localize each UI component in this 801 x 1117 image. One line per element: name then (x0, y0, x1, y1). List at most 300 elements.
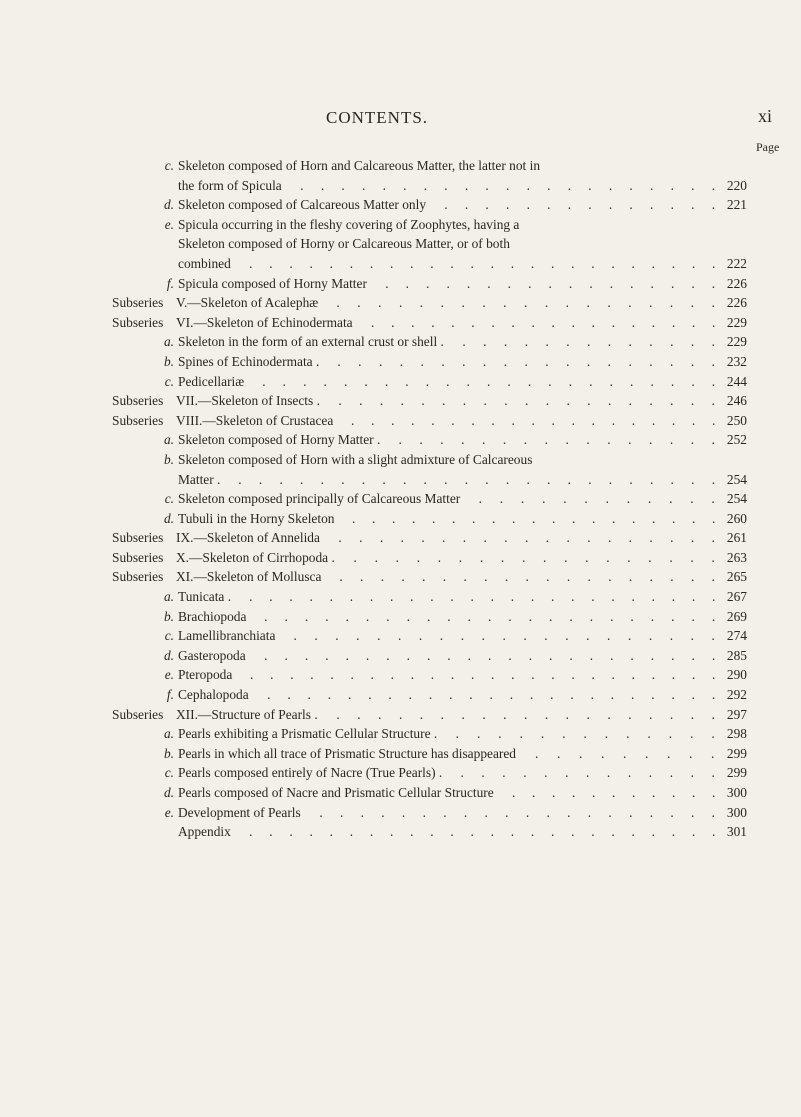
entry-text: IX.—Skeleton of Annelida (176, 530, 320, 546)
leader-dot: . (352, 510, 356, 526)
leader-dot: . (289, 824, 293, 840)
leader-dot: . (446, 373, 450, 389)
leader-dot: . (349, 255, 354, 271)
subseries-label: Subseries (112, 314, 164, 330)
item-letter: c. (164, 628, 174, 644)
toc-entry (0, 744, 801, 764)
leader-dot: . (670, 197, 674, 213)
leader-dot: . (449, 687, 453, 703)
leader-dot: . (378, 706, 382, 722)
page-number: 292 (726, 687, 747, 703)
leader-dot: . (319, 804, 323, 820)
leader-dot: . (525, 530, 529, 546)
leader-dot: . (566, 393, 570, 409)
leader-dot: . (651, 589, 655, 605)
leader-dot: . (628, 706, 632, 722)
subseries-label: Subseries (112, 549, 164, 565)
leader-dot: . (519, 726, 523, 742)
leader-dot: . (672, 510, 676, 526)
toc-entry (0, 234, 801, 254)
leader-dot: . (628, 432, 632, 448)
toc-entry (0, 176, 801, 196)
leader-dot: . (339, 804, 344, 820)
toc-entry (0, 607, 801, 627)
leader-dot: . (329, 589, 333, 605)
leader-dot: . (670, 353, 674, 369)
page-folio: xi (758, 106, 773, 126)
leader-dot: . (530, 824, 535, 840)
leader-dot: . (329, 255, 333, 271)
leader-dot: . (690, 334, 695, 350)
leader-dot: . (304, 608, 309, 624)
leader-dot: . (645, 745, 649, 761)
leader-dot: . (525, 569, 529, 585)
toc-entry (0, 724, 801, 744)
leader-dot: . (526, 197, 530, 213)
leader-dot: . (551, 412, 555, 428)
leader-dot: . (586, 432, 590, 448)
leader-dot: . (629, 197, 633, 213)
leader-dot: . (671, 687, 675, 703)
toc-entry (0, 215, 801, 235)
item-letter: b. (163, 451, 174, 467)
leader-dot: . (532, 510, 536, 526)
leader-dot: . (379, 393, 384, 409)
entry-text: VII.—Skeleton of Insects . (176, 393, 320, 409)
page-number: 250 (726, 412, 747, 428)
leader-dot: . (631, 824, 635, 840)
leader-dot: . (691, 275, 695, 291)
leader-dot: . (711, 549, 715, 565)
leader-dot: . (336, 706, 340, 722)
leader-dot: . (671, 412, 676, 428)
leader-dot: . (270, 667, 274, 683)
leader-dot: . (419, 432, 423, 448)
entry-text: Gasteropoda (178, 647, 246, 663)
item-letter: e. (164, 804, 174, 820)
leader-dot: . (605, 491, 609, 507)
leader-dot: . (483, 393, 487, 409)
leader-dot: . (469, 687, 473, 703)
leader-dot: . (290, 667, 294, 683)
leader-dot: . (249, 824, 253, 840)
leader-dot: . (524, 295, 528, 311)
leader-dot: . (649, 295, 653, 311)
leader-dot: . (610, 608, 614, 624)
leader-dot: . (630, 275, 634, 291)
leader-dot: . (487, 275, 491, 291)
leader-dot: . (544, 765, 548, 781)
leader-dot: . (691, 608, 695, 624)
leader-dot: . (572, 785, 576, 800)
toc-entry (0, 528, 801, 548)
leader-dot: . (452, 510, 456, 526)
leader-dot: . (607, 353, 612, 369)
leader-dot: . (450, 255, 454, 271)
page-number: 267 (726, 589, 747, 605)
leader-dot: . (526, 471, 530, 487)
leader-dot: . (507, 373, 511, 389)
page-number: 232 (726, 353, 747, 369)
leader-dot: . (470, 255, 474, 271)
leader-dot: . (359, 530, 363, 546)
leader-dot: . (401, 569, 405, 585)
leader-dot: . (426, 608, 431, 624)
subseries-label: Subseries (112, 295, 164, 311)
subseries-label: Subseries (112, 393, 164, 409)
leader-dot: . (711, 412, 716, 428)
page-number: 229 (726, 334, 747, 350)
toc-entry (0, 509, 801, 529)
entry-text: XII.—Structure of Pearls . (176, 706, 318, 722)
leader-dot: . (451, 412, 455, 428)
leader-dot: . (388, 687, 392, 703)
leader-dot: . (630, 608, 634, 624)
toc-entry (0, 352, 801, 372)
toc-entry (0, 489, 801, 509)
leader-dot: . (485, 197, 489, 213)
leader-dot: . (511, 667, 515, 683)
leader-dot: . (467, 647, 471, 663)
leader-dot: . (712, 785, 716, 800)
leader-dot: . (631, 589, 635, 605)
leader-dot: . (368, 687, 372, 703)
item-letter: d. (163, 197, 174, 213)
leader-dot: . (626, 491, 631, 507)
leader-dot: . (586, 706, 590, 722)
leader-dot: . (525, 393, 529, 409)
leader-dot: . (325, 608, 329, 624)
leader-dot: . (549, 647, 553, 663)
subseries-label: Subseries (112, 569, 164, 585)
entry-text: Spicula occurring in the fleshy covering of Zoophytes, having a (178, 216, 520, 232)
leader-dot: . (711, 432, 715, 448)
toc-entry (0, 430, 801, 450)
leader-dot: . (562, 726, 566, 742)
leader-dot: . (464, 197, 469, 213)
leader-dot: . (440, 295, 444, 311)
leader-dot: . (370, 667, 374, 683)
leader-dot: . (489, 687, 493, 703)
leader-dot: . (439, 628, 444, 644)
leader-dot: . (507, 275, 512, 291)
leader-dot: . (545, 530, 550, 546)
leader-dot: . (395, 549, 399, 565)
leader-dot: . (651, 667, 656, 683)
leader-dot: . (530, 255, 535, 271)
leader-dot: . (418, 628, 423, 644)
leader-dot: . (400, 530, 404, 546)
leader-dot: . (651, 824, 655, 840)
subseries-label: Subseries (112, 530, 164, 546)
leader-dot: . (371, 314, 375, 330)
item-letter: c. (164, 765, 174, 781)
leader-dot: . (423, 471, 427, 487)
leader-dot: . (411, 412, 415, 428)
leader-dot: . (442, 530, 446, 546)
leader-dot: . (588, 177, 592, 193)
item-letter: d. (163, 510, 174, 526)
toc-entry (0, 254, 801, 274)
leader-dot: . (481, 765, 485, 781)
leader-dot: . (467, 608, 471, 624)
leader-dot: . (374, 549, 378, 565)
leader-dot: . (481, 432, 486, 448)
leader-dot: . (591, 667, 595, 683)
leader-dot: . (670, 275, 675, 291)
leader-dot: . (586, 628, 590, 644)
leader-dot: . (544, 432, 548, 448)
leader-dot: . (670, 393, 674, 409)
leader-dot: . (669, 706, 674, 722)
leader-dot: . (401, 804, 406, 820)
leader-dot: . (628, 334, 632, 350)
leader-dot: . (565, 765, 569, 781)
leader-dot: . (651, 255, 655, 271)
page-number: 263 (726, 549, 747, 565)
page-number: 221 (726, 197, 747, 213)
toc-entry (0, 822, 801, 842)
item-letter: a. (163, 432, 174, 448)
leader-dot: . (611, 314, 616, 330)
page-number: 254 (726, 471, 747, 487)
toc-entry (0, 783, 801, 803)
leader-dot: . (648, 765, 653, 781)
leader-dot: . (691, 314, 696, 330)
leader-dot: . (523, 628, 527, 644)
leader-dot: . (262, 373, 266, 389)
leader-dot: . (529, 687, 534, 703)
leader-dot: . (711, 373, 716, 389)
leader-dot: . (711, 197, 716, 213)
leader-dot: . (589, 373, 593, 389)
leader-dot: . (627, 765, 632, 781)
leader-dot: . (711, 530, 715, 546)
leader-dot: . (612, 510, 616, 526)
entry-text: Spicula composed of Horny Matter (178, 275, 367, 291)
entry-text: Skeleton in the form of an external crust or shell . (178, 334, 444, 350)
page-column-label: Page (756, 140, 780, 154)
leader-dot: . (527, 373, 532, 389)
leader-dot: . (548, 373, 552, 389)
leader-dot: . (461, 295, 465, 311)
leader-dot: . (649, 393, 653, 409)
leader-dot: . (386, 647, 390, 663)
leader-dot: . (691, 589, 696, 605)
leader-dot: . (397, 628, 402, 644)
leader-dot: . (571, 589, 575, 605)
leader-dot: . (408, 687, 412, 703)
leader-dot: . (369, 255, 374, 271)
leader-dot: . (503, 353, 508, 369)
page-number: 297 (726, 706, 747, 722)
leader-dot: . (483, 530, 487, 546)
leader-dot: . (430, 255, 434, 271)
leader-dot: . (460, 765, 464, 781)
toc-entry (0, 274, 801, 294)
leader-dot: . (557, 745, 561, 761)
leader-dot: . (385, 275, 389, 291)
leader-dot: . (711, 804, 716, 820)
toc-entry (0, 685, 801, 705)
toc-entry (0, 803, 801, 823)
entry-text: Brachiopoda (178, 608, 247, 624)
leader-dot: . (450, 824, 454, 840)
leader-dot: . (440, 432, 444, 448)
leader-dot: . (711, 608, 716, 624)
leader-dot: . (711, 765, 715, 781)
entry-text: Appendix (178, 824, 231, 840)
leader-dot: . (381, 804, 385, 820)
leader-dot: . (711, 295, 715, 311)
leader-dot: . (412, 510, 416, 526)
leader-dot: . (365, 647, 370, 663)
leader-dot: . (608, 177, 613, 193)
leader-dot: . (547, 197, 551, 213)
leader-dot: . (669, 432, 674, 448)
toc-entry (0, 665, 801, 685)
item-letter: c. (164, 158, 174, 173)
leader-dot: . (543, 549, 547, 565)
leader-dot: . (300, 177, 304, 193)
leader-dot: . (711, 706, 715, 722)
leader-dot: . (345, 608, 349, 624)
leader-dot: . (532, 785, 536, 800)
page-number: 298 (726, 726, 747, 742)
leader-dot: . (650, 275, 654, 291)
leader-dot: . (691, 373, 695, 389)
leader-dot: . (382, 177, 386, 193)
entry-text: Tubuli in the Horny Skeleton (178, 510, 335, 526)
leader-dot: . (649, 706, 653, 722)
item-letter: a. (163, 334, 174, 350)
entry-text: Matter . (178, 471, 221, 487)
leader-dot: . (462, 334, 466, 350)
leader-dot: . (422, 804, 426, 820)
leader-dot: . (462, 353, 466, 369)
toc-entry (0, 587, 801, 607)
entry-text: Skeleton composed of Horny Matter . (178, 432, 381, 448)
leader-dot: . (550, 255, 555, 271)
leader-dot: . (508, 647, 512, 663)
leader-dot: . (669, 765, 674, 781)
leader-dot: . (444, 177, 448, 193)
entry-text: Pearls exhibiting a Prismatic Cellular Structure . (178, 726, 438, 742)
entry-text: Cephalopoda (178, 687, 249, 703)
toc-entry (0, 567, 801, 587)
leader-dot: . (389, 824, 394, 840)
leader-dot: . (472, 510, 476, 526)
toc-entry (0, 705, 801, 725)
leader-dot: . (341, 177, 345, 193)
leader-dot: . (648, 432, 653, 448)
leader-dot: . (691, 412, 696, 428)
leader-dot: . (389, 589, 394, 605)
leader-dot: . (509, 687, 514, 703)
leader-dot: . (592, 785, 596, 800)
leader-dot: . (585, 549, 589, 565)
leader-dot: . (523, 765, 527, 781)
leader-dot: . (567, 197, 572, 213)
leader-dot: . (511, 412, 515, 428)
toc-entry (0, 332, 801, 352)
leader-dot: . (568, 275, 573, 291)
leader-dot: . (692, 785, 696, 800)
leader-dot: . (711, 667, 716, 683)
leader-dot: . (587, 334, 591, 350)
entry-text: Skeleton composed principally of Calcareous Matter (178, 491, 461, 507)
entry-text: Pteropoda (178, 667, 233, 683)
leader-dot: . (626, 726, 630, 742)
leader-dot: . (431, 412, 435, 428)
leader-dot: . (378, 353, 383, 369)
leader-dot: . (347, 687, 352, 703)
leader-dot: . (671, 255, 676, 271)
leader-dot: . (567, 804, 571, 820)
leader-dot: . (690, 295, 695, 311)
leader-dot: . (258, 471, 263, 487)
leader-dot: . (628, 393, 633, 409)
leader-dot: . (360, 569, 364, 585)
leader-dot: . (571, 314, 575, 330)
subseries-label: Subseries (112, 412, 164, 428)
leader-dot: . (426, 275, 430, 291)
leader-dot: . (337, 353, 341, 369)
leader-dot: . (629, 177, 633, 193)
leader-dot: . (386, 608, 390, 624)
leader-dot: . (365, 608, 370, 624)
leader-dot: . (341, 471, 345, 487)
leader-dot: . (628, 530, 633, 546)
leader-dot: . (512, 510, 516, 526)
leader-dot: . (528, 275, 532, 291)
leader-dot: . (587, 393, 591, 409)
leader-dot: . (648, 628, 653, 644)
leader-dot: . (460, 628, 465, 644)
leader-dot: . (590, 687, 594, 703)
page-title: CONTENTS. (326, 108, 429, 127)
leader-dot: . (549, 608, 553, 624)
leader-dot: . (627, 549, 631, 565)
leader-dot: . (545, 334, 549, 350)
item-letter: d. (163, 785, 174, 800)
leader-dot: . (571, 412, 575, 428)
leader-dot: . (690, 432, 695, 448)
leader-dot: . (284, 647, 288, 663)
item-letter: a. (163, 589, 174, 605)
leader-dot: . (586, 765, 590, 781)
item-letter: c. (164, 373, 174, 389)
leader-dot: . (391, 412, 395, 428)
leader-dot: . (491, 412, 495, 428)
leader-dot: . (389, 255, 394, 271)
item-letter: b. (163, 608, 174, 624)
leader-dot: . (398, 432, 402, 448)
entry-text: Development of Pearls (178, 804, 301, 820)
leader-dot: . (689, 745, 693, 761)
leader-dot: . (547, 177, 551, 193)
leader-dot: . (647, 491, 652, 507)
leader-dot: . (629, 804, 633, 820)
leader-dot: . (691, 177, 695, 193)
leader-dot: . (671, 647, 675, 663)
leader-dot: . (544, 628, 548, 644)
leader-dot: . (651, 314, 656, 330)
leader-dot: . (670, 334, 674, 350)
leader-dot: . (410, 824, 414, 840)
item-letter: b. (163, 745, 174, 761)
toc-entry (0, 313, 801, 333)
